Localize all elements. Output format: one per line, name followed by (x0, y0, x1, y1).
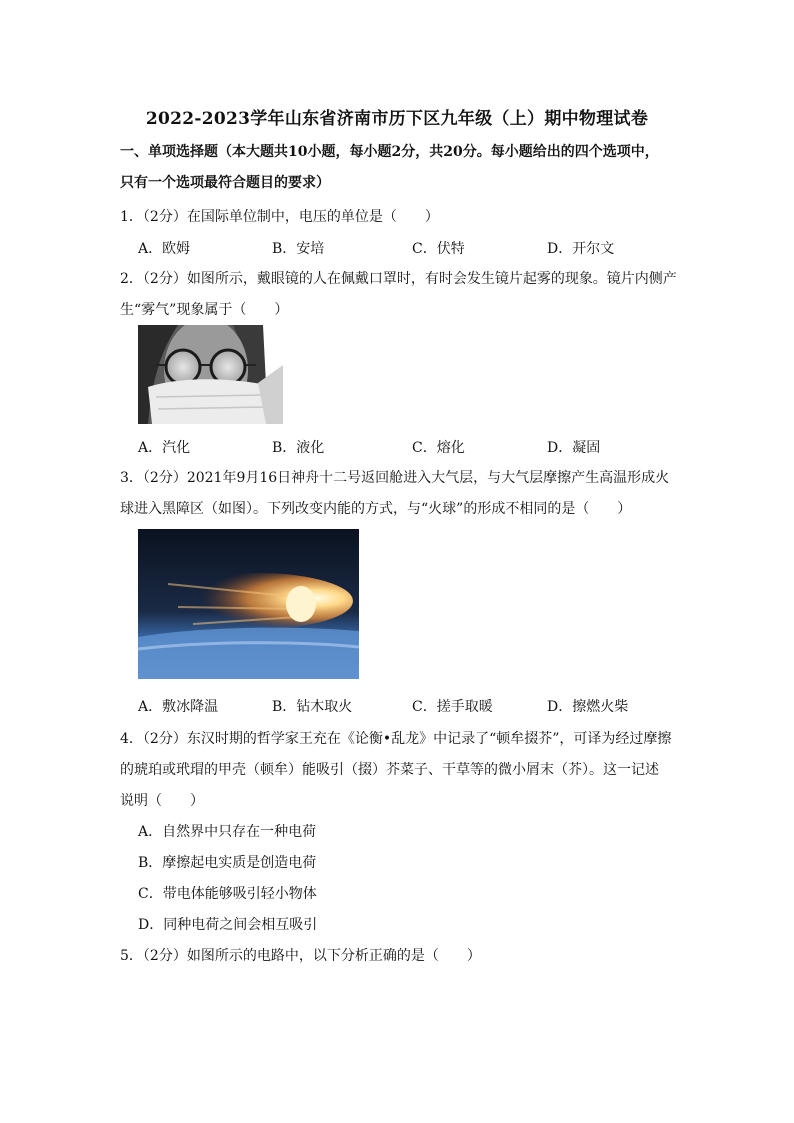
q2-stem-line2: 生“雾气”现象属于（ ） (120, 302, 289, 318)
q4-option-b: B．摩擦起电实质是创造电荷 (138, 855, 317, 871)
q3-stem-line1: 3．（2分）2021年9月16日神舟十二号返回舱进入大气层，与大气层摩擦产生高温形成火 (120, 470, 670, 486)
page-title: 2022-2023学年山东省济南市历下区九年级（上）期中物理试卷 (145, 109, 649, 129)
q2-option-a: A．汽化 (138, 440, 191, 456)
q3-option-b: B．钻木取火 (272, 699, 353, 715)
q3-option-d: D．擦燃火柴 (547, 699, 629, 715)
q4-option-a: A．自然界中只存在一种电荷 (138, 824, 317, 840)
q3-stem-line2: 球进入黑障区（如图）。下列改变内能的方式，与“火球”的形成不相同的是（ ） (120, 501, 632, 517)
masked-person-photo (138, 325, 283, 424)
q1-stem: 1．（2分）在国际单位制中，电压的单位是（ ） (120, 209, 439, 225)
q2-option-b: B．液化 (272, 440, 325, 456)
q4-option-c: C．带电体能够吸引轻小物体 (138, 886, 317, 902)
q4-option-d: D．同种电荷之间会相互吸引 (138, 917, 318, 933)
q2-option-d: D．凝固 (547, 440, 601, 456)
q3-option-c: C．搓手取暖 (412, 699, 493, 715)
section-heading-line1: 一、单项选择题（本大题共10小题，每小题2分，共20分。每小题给出的四个选项中， (120, 144, 659, 160)
reentry-capsule-photo (138, 529, 359, 679)
q3-option-a: A．敷冰降温 (138, 699, 219, 715)
q4-stem-line1: 4．（2分）东汉时期的哲学家王充在《论衡•乱龙》中记录了“顿牟掇芥”，可译为经过摩擦 (120, 731, 672, 747)
q1-option-c: C．伏特 (412, 241, 465, 257)
q5-stem: 5．（2分）如图所示的电路中，以下分析正确的是（ ） (120, 948, 481, 964)
q2-option-c: C．熔化 (412, 440, 465, 456)
q4-stem-line3: 说明（ ） (120, 793, 204, 809)
q1-option-b: B．安培 (272, 241, 325, 257)
q2-stem-line1: 2．（2分）如图所示，戴眼镜的人在佩戴口罩时，有时会发生镜片起雾的现象。镜片内侧产 (120, 271, 677, 287)
section-heading-line2: 只有一个选项最符合题目的要求） (120, 175, 330, 191)
q1-option-d: D．开尔文 (547, 241, 615, 257)
q4-stem-line2: 的琥珀或玳瑁的甲壳（顿牟）能吸引（掇）芥菜子、干草等的微小屑末（芥）。这一记述 (120, 762, 659, 778)
q1-option-a: A．欧姆 (138, 241, 191, 257)
